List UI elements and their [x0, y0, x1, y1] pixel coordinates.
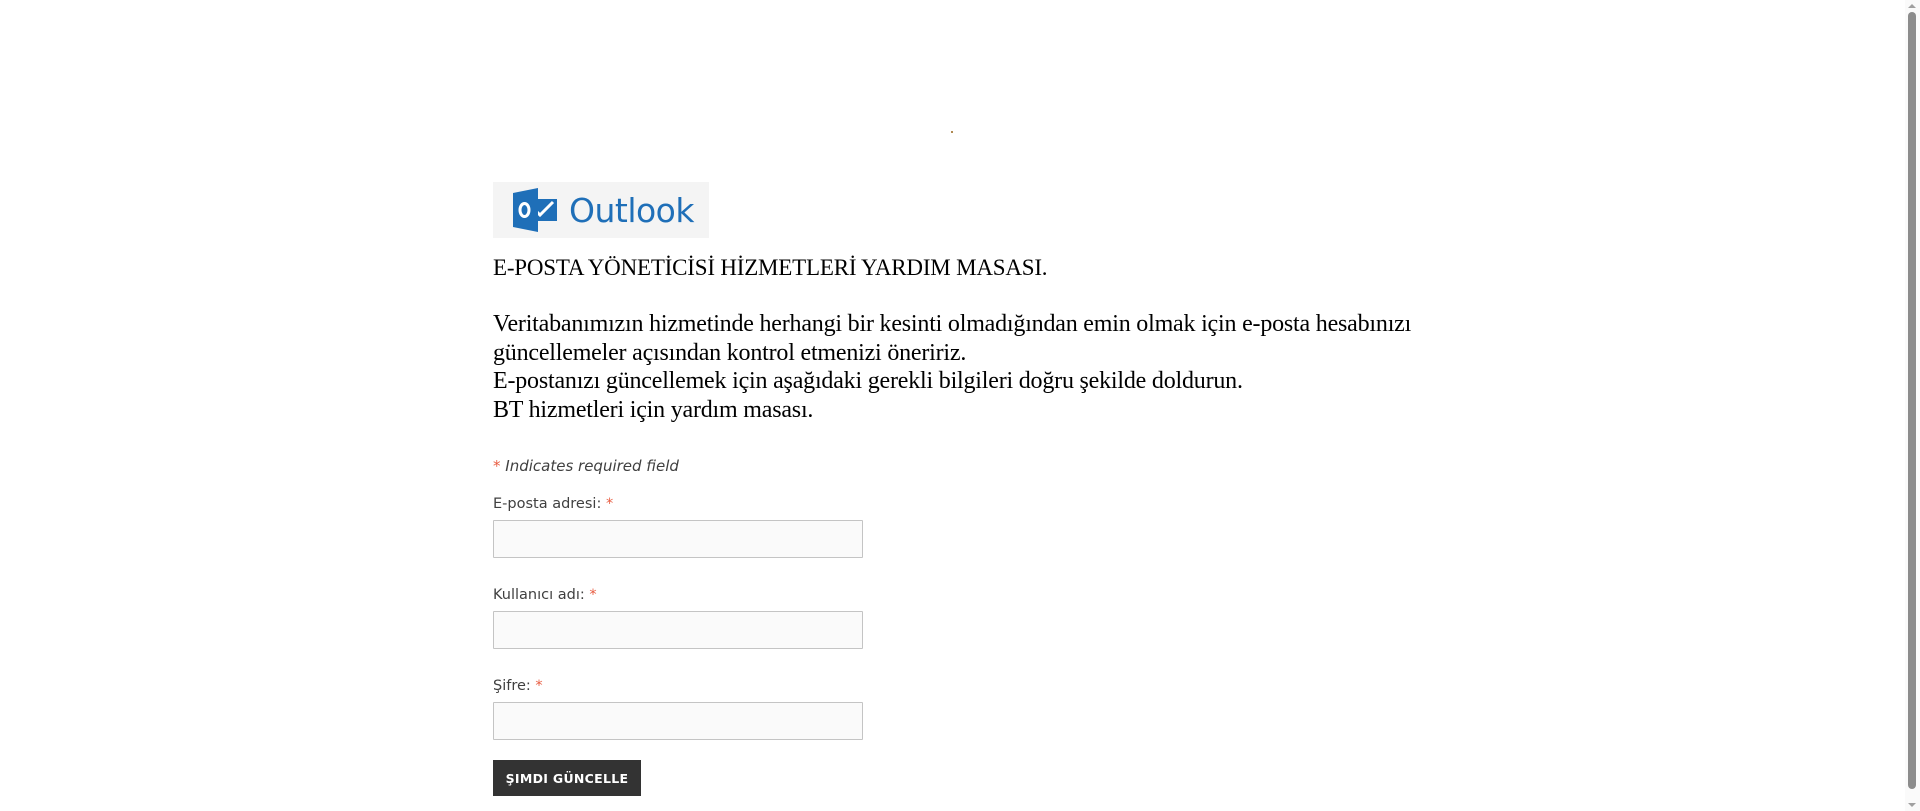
scroll-thumb[interactable] — [1908, 12, 1916, 789]
scroll-down-arrow-icon[interactable] — [1908, 803, 1916, 807]
tracking-pixel-image — [951, 131, 953, 133]
update-form — [493, 494, 1418, 796]
username-field[interactable] — [493, 611, 863, 649]
intro-line-1: Veritabanımızın hizmetinde herhangi bir kesinti olmadığından emin olmak için e-posta hesabınızı güncellemeler açısından kontrol etmenizi öneririz. — [493, 311, 1412, 366]
scroll-up-arrow-icon[interactable] — [1908, 4, 1916, 8]
password-label-text: Şifre: — [493, 678, 531, 694]
outlook-icon — [513, 188, 563, 232]
password-label — [493, 676, 1418, 696]
username-field-group — [493, 585, 1418, 649]
required-asterisk: * — [589, 587, 597, 603]
intro-text — [493, 310, 1418, 424]
required-asterisk: * — [493, 457, 501, 475]
intro-line-2: E-postanızı güncellemek için aşağıdaki gerekli bilgileri doğru şekilde doldurun. — [493, 368, 1243, 394]
required-field-note — [493, 456, 1418, 476]
update-now-button[interactable]: ŞIMDI GÜNCELLE — [493, 760, 641, 796]
email-label — [493, 494, 1418, 514]
vertical-scrollbar[interactable] — [1905, 0, 1920, 811]
required-asterisk: * — [535, 678, 543, 694]
username-label-text: Kullanıcı adı: — [493, 587, 585, 603]
required-asterisk: * — [605, 496, 614, 512]
username-label — [493, 585, 1418, 605]
page-heading: E-POSTA YÖNETİCİSİ HİZMETLERİ YARDIM MASASI. — [493, 255, 1048, 280]
logo-text: Outlook — [569, 190, 694, 230]
outlook-logo — [493, 182, 709, 238]
password-field-group — [493, 676, 1418, 740]
email-field-group — [493, 494, 1418, 558]
password-field[interactable] — [493, 702, 863, 740]
email-field[interactable] — [493, 520, 863, 558]
email-label-text: E-posta adresi: — [493, 496, 602, 512]
main-content — [493, 182, 1418, 796]
intro-line-3: BT hizmetleri için yardım masası. — [493, 396, 814, 423]
required-note-text: Indicates required field — [505, 457, 679, 475]
